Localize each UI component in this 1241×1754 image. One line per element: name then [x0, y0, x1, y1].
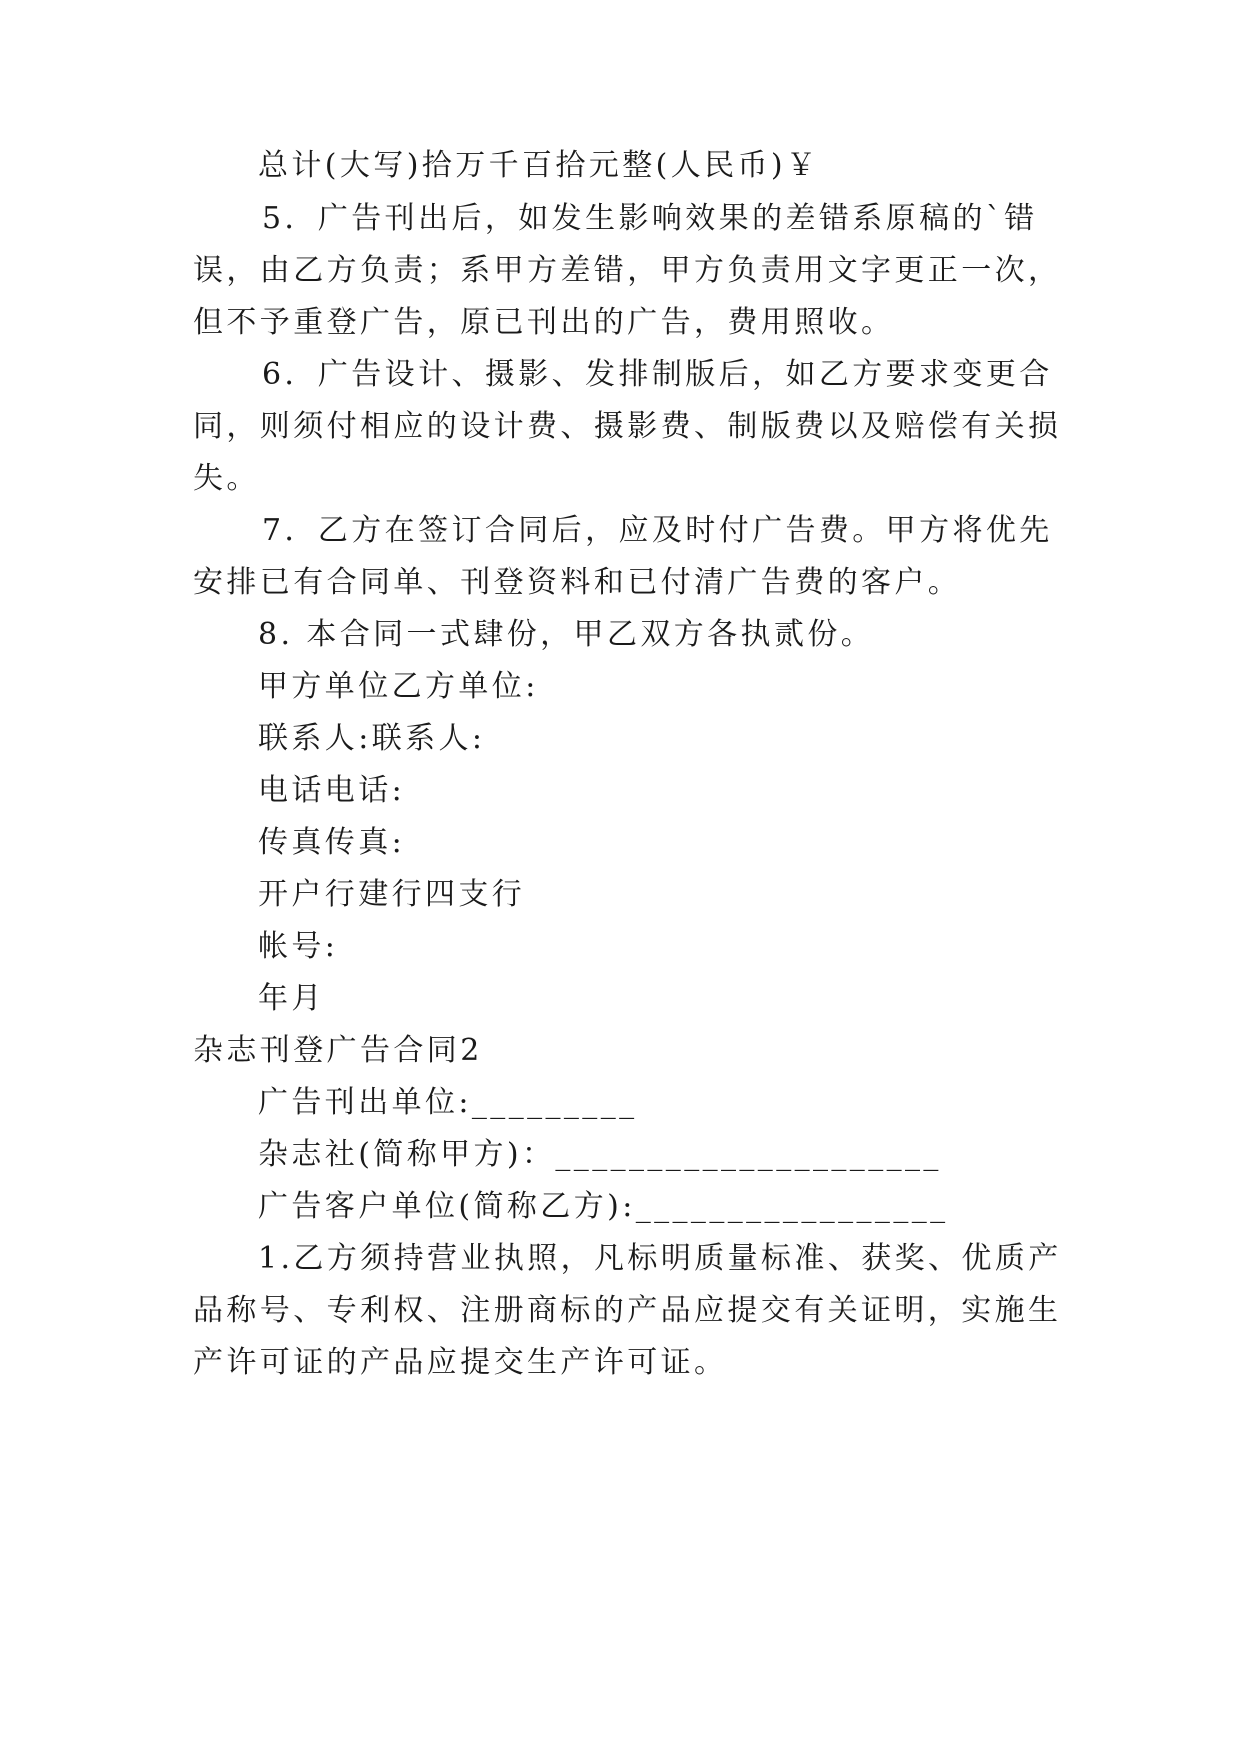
date-line: 年月: [258, 981, 325, 1016]
clause-5-line-1: 5．广告刊出后，如发生影响效果的差错系原稿的`错: [262, 201, 1038, 236]
total-amount-line: 总计(大写)拾万千百拾元整(人民币)￥: [258, 148, 820, 183]
phone-line: 电话电话:: [258, 773, 406, 808]
contact-person-line: 联系人:联系人:: [258, 721, 486, 756]
fax-line: 传真传真:: [258, 825, 406, 860]
clause-1-line-2: 品称号、专利权、注册商标的产品应提交有关证明，实施生: [193, 1293, 1062, 1328]
clause-1-line-3: 产许可证的产品应提交生产许可证。: [193, 1345, 728, 1380]
clause-8-line: 8. 本合同一式肆份，甲乙双方各执贰份。: [258, 617, 875, 652]
contract-2-heading: 杂志刊登广告合同2: [193, 1033, 483, 1068]
account-line: 帐号:: [258, 929, 339, 964]
clause-6-line-1: 6．广告设计、摄影、发排制版后，如乙方要求变更合: [262, 357, 1053, 392]
clause-7-line-2: 安排已有合同单、刊登资料和已付清广告费的客户。: [193, 565, 962, 600]
clause-6-line-2: 同，则须付相应的设计费、摄影费、制版费以及赔偿有关损: [193, 409, 1062, 444]
publishing-unit-line: 广告刊出单位:_________: [258, 1085, 638, 1120]
clause-5-line-3: 但不予重登广告，原已刊出的广告，费用照收。: [193, 305, 895, 340]
bank-line: 开户行建行四支行: [258, 877, 526, 912]
clause-1-line-1: 1.乙方须持营业执照，凡标明质量标准、获奖、优质产: [258, 1241, 1062, 1276]
party-units-line: 甲方单位乙方单位:: [258, 669, 539, 704]
clause-6-line-3: 失。: [193, 461, 260, 496]
magazine-party-a-line: 杂志社(简称甲方)：_____________________: [258, 1137, 942, 1172]
clause-7-line-1: 7．乙方在签订合同后，应及时付广告费。甲方将优先: [262, 513, 1053, 548]
client-party-b-line: 广告客户单位(简称乙方):_________________: [258, 1189, 949, 1224]
clause-5-line-2: 误，由乙方负责；系甲方差错，甲方负责用文字更正一次，: [193, 253, 1062, 288]
